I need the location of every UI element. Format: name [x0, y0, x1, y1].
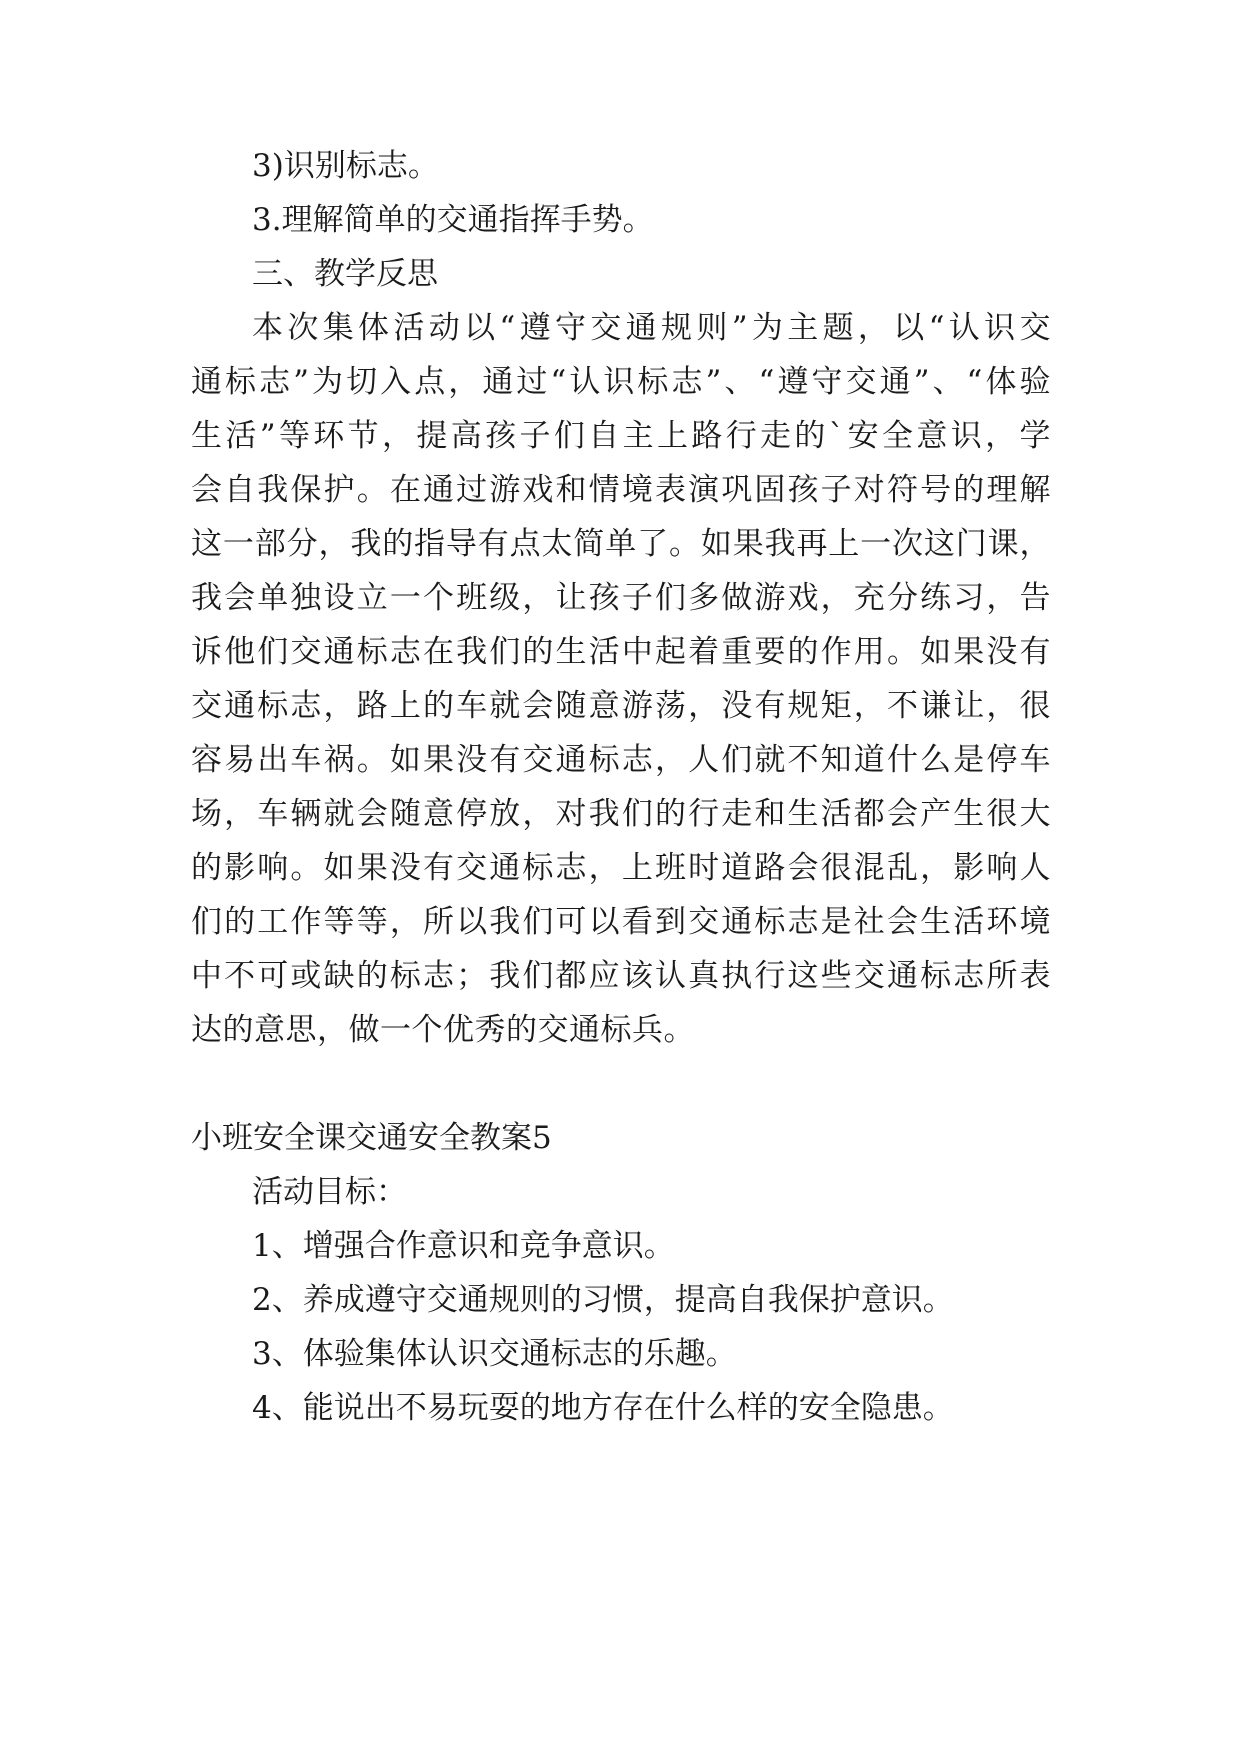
list-item-identify-signs: 3)识别标志。 [252, 148, 439, 184]
paragraph-line: 我会单独设立一个班级，让孩子们多做游戏，充分练习，告 [191, 580, 1051, 616]
paragraph-line: 们的工作等等，所以我们可以看到交通标志是社会生活环境 [191, 904, 1051, 940]
section-heading-teaching-reflection: 三、教学反思 [252, 256, 438, 292]
paragraph-line: 本次集体活动以“遵守交通规则”为主题，以“认识交 [252, 310, 1051, 346]
paragraph-line: 达的意思，做一个优秀的交通标兵。 [191, 1012, 695, 1048]
paragraph-line: 这一部分，我的指导有点太简单了。如果我再上一次这门课， [191, 526, 1051, 562]
list-item: 3、体验集体认识交通标志的乐趣。 [252, 1336, 737, 1372]
paragraph-line: 中不可或缺的标志；我们都应该认真执行这些交通标志所表 [191, 958, 1051, 994]
paragraph-line: 交通标志，路上的车就会随意游荡，没有规矩，不谦让，很 [191, 688, 1051, 724]
paragraph-line: 容易出车祸。如果没有交通标志，人们就不知道什么是停车 [191, 742, 1051, 778]
list-item: 4、能说出不易玩耍的地方存在什么样的安全隐患。 [252, 1390, 954, 1426]
paragraph-line: 诉他们交通标志在我们的生活中起着重要的作用。如果没有 [191, 634, 1051, 670]
list-item: 2、养成遵守交通规则的习惯，提高自我保护意识。 [252, 1282, 954, 1318]
section-title: 小班安全课交通安全教案5 [191, 1120, 552, 1156]
paragraph-line: 通标志”为切入点，通过“认识标志”、“遵守交通”、“体验 [191, 364, 1051, 400]
list-item: 1、增强合作意识和竞争意识。 [252, 1228, 675, 1264]
paragraph-line: 的影响。如果没有交通标志，上班时道路会很混乱，影响人 [191, 850, 1051, 886]
paragraph-line: 会自我保护。在通过游戏和情境表演巩固孩子对符号的理解 [191, 472, 1051, 508]
paragraph-line: 生活”等环节，提高孩子们自主上路行走的`安全意识，学 [191, 418, 1051, 454]
goals-heading: 活动目标： [252, 1174, 407, 1210]
list-item-traffic-gestures: 3.理解简单的交通指挥手势。 [252, 202, 654, 238]
paragraph-line: 场，车辆就会随意停放，对我们的行走和生活都会产生很大 [191, 796, 1051, 832]
